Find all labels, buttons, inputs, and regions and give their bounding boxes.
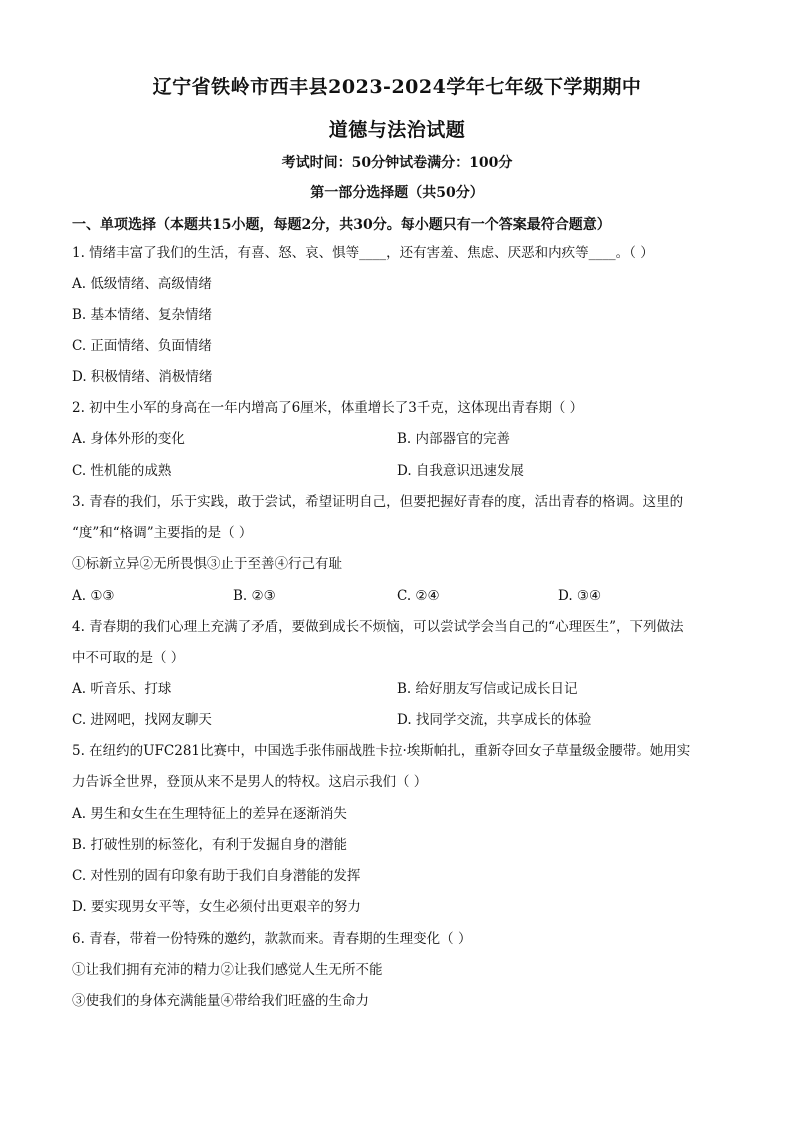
question-2-stem: 2. 初中生小军的身高在一年内增高了6厘米，体重增长了3千克，这体现出青春期（ ） bbox=[72, 400, 584, 416]
question-5-option-b: B. 打破性别的标签化，有利于发掘自身的潜能 bbox=[72, 837, 348, 853]
question-1-option-a: A. 低级情绪、高级情绪 bbox=[72, 276, 212, 292]
exam-title: 辽宁省铁岭市西丰县2023-2024学年七年级下学期期中 bbox=[152, 76, 642, 98]
question-4-stem-cont: 中不可取的是（ ） bbox=[72, 650, 185, 666]
question-3-option-a: A. ①③ bbox=[72, 588, 115, 604]
question-5-option-a: A. 男生和女生在生理特征上的差异在逐渐消失 bbox=[72, 806, 347, 822]
section-heading: 一、单项选择（本题共15小题，每题2分，共30分。每小题只有一个答案最符合题意） bbox=[72, 217, 611, 233]
part-heading: 第一部分选择题（共50分） bbox=[310, 185, 484, 201]
exam-subject-title: 道德与法治试题 bbox=[328, 119, 466, 141]
question-2-option-b: B. 内部器官的完善 bbox=[397, 431, 511, 447]
question-5-option-c: C. 对性别的固有印象有助于我们自身潜能的发挥 bbox=[72, 868, 361, 884]
question-4-stem: 4. 青春期的我们心理上充满了矛盾，要做到成长不烦恼，可以尝试学会当自己的“心理医生”，下列做法 bbox=[72, 619, 684, 635]
question-1-option-c: C. 正面情绪、负面情绪 bbox=[72, 338, 212, 354]
question-3-option-d: D. ③④ bbox=[558, 588, 602, 604]
question-2-option-c: C. 性机能的成熟 bbox=[72, 463, 172, 479]
question-4-option-b: B. 给好朋友写信或记成长日记 bbox=[397, 681, 578, 697]
question-5-option-d: D. 要实现男女平等，女生必须付出更艰辛的努力 bbox=[72, 899, 361, 915]
question-4-option-c: C. 进网吧，找网友聊天 bbox=[72, 712, 212, 728]
question-3-option-c: C. ②④ bbox=[397, 588, 440, 604]
question-6-statements-1: ①让我们拥有充沛的精力②让我们感觉人生无所不能 bbox=[72, 962, 383, 978]
question-3-stem-cont: “度”和“格调”主要指的是（ ） bbox=[72, 525, 253, 541]
question-4-option-a: A. 听音乐、打球 bbox=[72, 681, 172, 697]
question-3-option-b: B. ②③ bbox=[233, 588, 276, 604]
question-5-stem-cont: 力告诉全世界，登顶从来不是男人的特权。这启示我们（ ） bbox=[72, 774, 428, 790]
exam-info: 考试时间：50分钟试卷满分：100分 bbox=[281, 155, 513, 171]
question-3-stem: 3. 青春的我们，乐于实践，敢于尝试，希望证明自己，但要把握好青春的度，活出青春的格调。这里的 bbox=[72, 494, 684, 510]
question-1-option-b: B. 基本情绪、复杂情绪 bbox=[72, 307, 213, 323]
question-6-stem: 6. 青春，带着一份特殊的邀约，款款而来。青春期的生理变化（ ） bbox=[72, 931, 472, 947]
question-4-option-d: D. 找同学交流，共享成长的体验 bbox=[397, 712, 592, 728]
question-6-statements-2: ③使我们的身体充满能量④带给我们旺盛的生命力 bbox=[72, 993, 369, 1009]
question-1-stem: 1. 情绪丰富了我们的生活，有喜、怒、哀、惧等____，还有害羞、焦虑、厌恶和内疚等____。（ ） bbox=[72, 245, 654, 261]
question-2-option-a: A. 身体外形的变化 bbox=[72, 431, 185, 447]
question-3-statements: ①标新立异②无所畏惧③止于至善④行己有耻 bbox=[72, 556, 342, 572]
question-2-option-d: D. 自我意识迅速发展 bbox=[397, 463, 524, 479]
question-1-option-d: D. 积极情绪、消极情绪 bbox=[72, 369, 213, 385]
question-5-stem: 5. 在纽约的UFC281比赛中，中国选手张伟丽战胜卡拉·埃斯帕扎，重新夺回女子草量级金腰带。她用实 bbox=[72, 743, 691, 759]
